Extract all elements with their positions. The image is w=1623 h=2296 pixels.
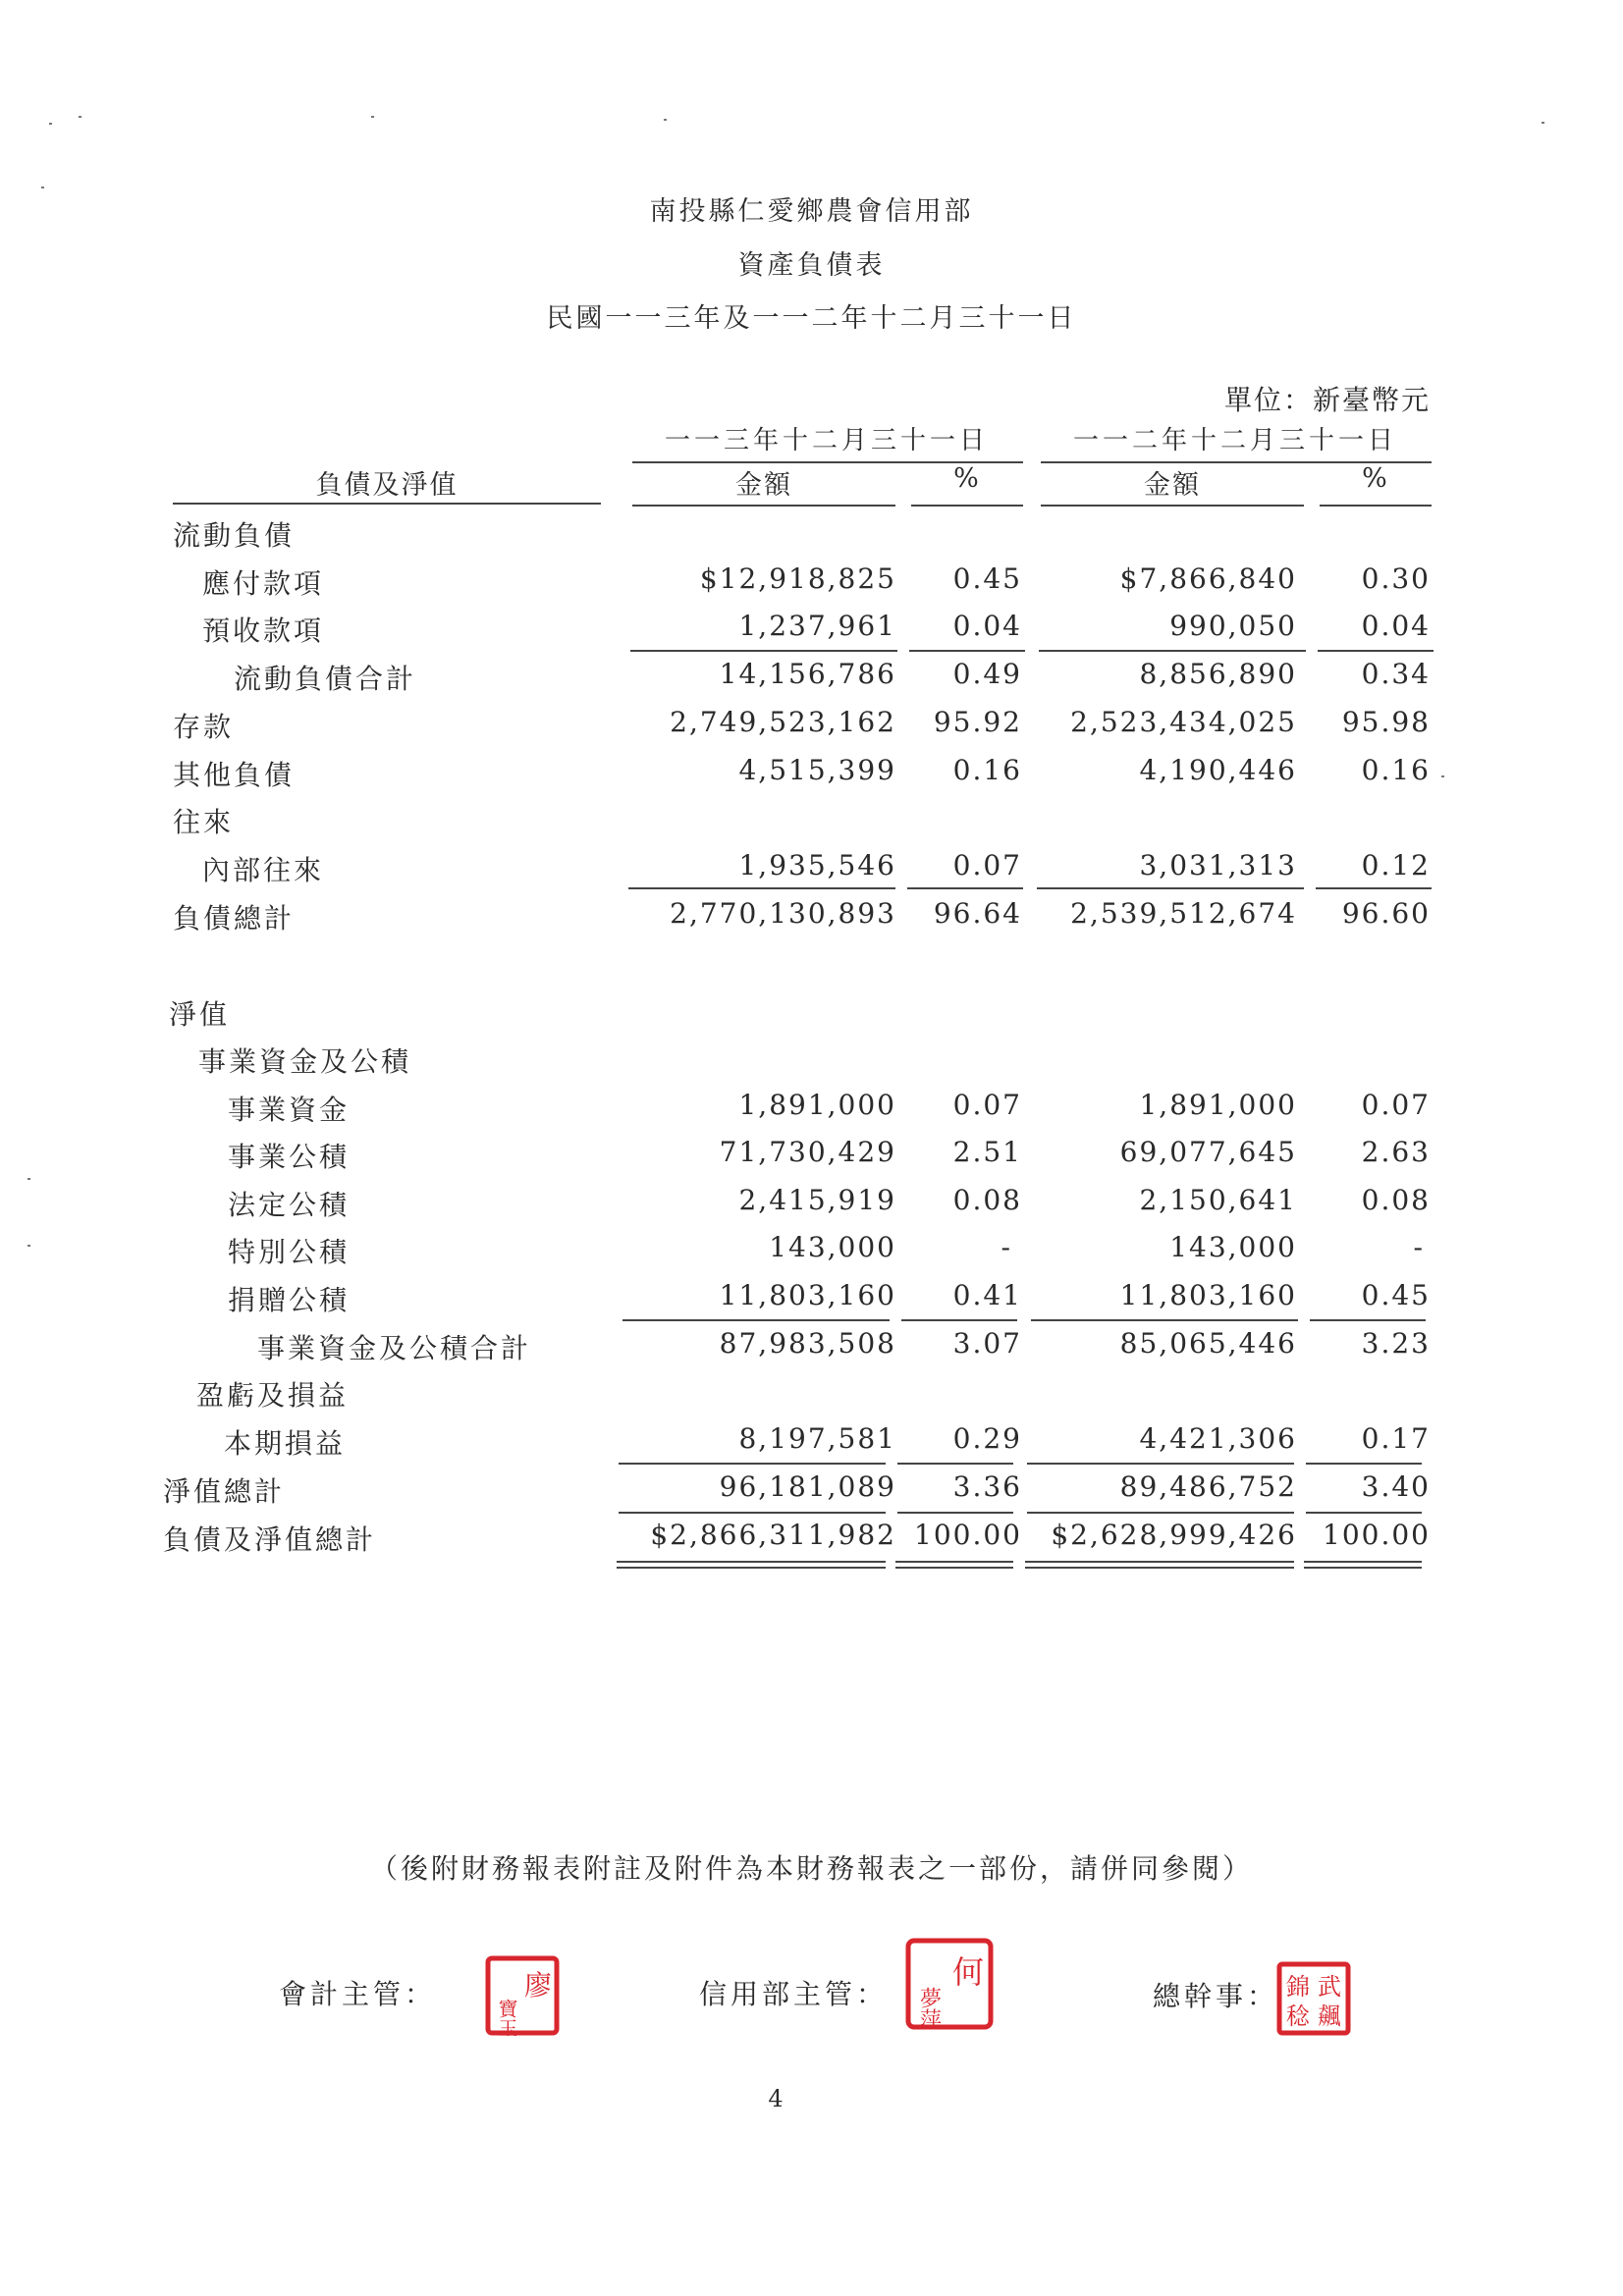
- grand-total-double-rule: [617, 1561, 886, 1563]
- organization-name: 南投縣仁愛鄉農會信用部: [649, 196, 974, 227]
- amount-current: 143,000: [769, 1231, 896, 1263]
- amount-current: 71,730,429: [719, 1136, 896, 1168]
- amount-current: 2,749,523,162: [670, 706, 896, 738]
- row-label: 事業公積: [228, 1141, 351, 1173]
- subtotal-rule: [630, 650, 897, 652]
- subtotal-rule: [619, 1512, 886, 1514]
- subtotal-rule: [622, 1319, 890, 1321]
- subtotal-rule: [619, 1463, 886, 1465]
- percent-current: 95.92: [933, 706, 1022, 738]
- table-row: [0, 897, 1623, 938]
- table-row: [0, 1184, 1623, 1225]
- table-row: [0, 1279, 1623, 1320]
- table-row: [0, 658, 1623, 699]
- row-label: 捐贈公積: [228, 1284, 351, 1316]
- amount-current: $2,866,311,982: [650, 1519, 896, 1551]
- row-label: 其他負債: [173, 759, 296, 791]
- amount-current: 2,770,130,893: [670, 897, 896, 930]
- percent-current: 2.51: [952, 1136, 1022, 1168]
- amount-current: 1,935,546: [738, 849, 896, 881]
- subtotal-rule: [1031, 1319, 1298, 1321]
- report-date-range: 民國一一三年及一一二年十二月三十一日: [546, 303, 1077, 334]
- percent-current: 0.29: [952, 1422, 1022, 1455]
- amount-prior-header: 金額: [1144, 470, 1201, 501]
- row-label: 法定公積: [228, 1189, 351, 1221]
- amount-current: 1,237,961: [738, 610, 896, 642]
- percent-prior: 0.12: [1361, 849, 1431, 881]
- percent-prior: -: [1413, 1231, 1425, 1263]
- subtotal-rule: [1027, 1512, 1294, 1514]
- percent-prior: 0.34: [1361, 658, 1431, 690]
- percent-prior: 0.30: [1361, 562, 1431, 595]
- amount-current: $12,918,825: [699, 562, 896, 595]
- subtotal-rule: [1039, 650, 1306, 652]
- table-row: [0, 993, 1623, 1035]
- row-label: 淨值: [169, 998, 231, 1031]
- seal-stamp-icon: [905, 1938, 994, 2030]
- table-row: [0, 1327, 1623, 1368]
- amount-current: 1,891,000: [738, 1089, 896, 1121]
- table-row: [0, 849, 1623, 890]
- percent-prior: 0.45: [1361, 1279, 1431, 1311]
- amount-current: 8,197,581: [738, 1422, 896, 1455]
- table-row: [0, 754, 1623, 795]
- amount-prior: 1,891,000: [1139, 1089, 1297, 1121]
- percent-prior: 0.16: [1361, 754, 1431, 786]
- amount-prior: 2,150,641: [1139, 1184, 1297, 1216]
- amount-prior: 2,539,512,674: [1070, 897, 1297, 930]
- subtotal-rule: [901, 1319, 1017, 1321]
- percent-current: 0.41: [952, 1279, 1022, 1311]
- subtotal-rule: [897, 1512, 1013, 1514]
- table-row: [0, 1231, 1623, 1272]
- scan-speck: [1542, 122, 1544, 124]
- percent-current: 3.36: [952, 1470, 1022, 1503]
- amount-prior: $7,866,840: [1119, 562, 1297, 595]
- percent-current: 0.07: [952, 1089, 1022, 1121]
- grand-total-double-rule: [1304, 1567, 1422, 1569]
- currency-unit: 單位：新臺幣元: [1223, 384, 1431, 416]
- amount-current: 11,803,160: [719, 1279, 896, 1311]
- row-label: 負債及淨值總計: [163, 1523, 377, 1556]
- amount-current: 2,415,919: [738, 1184, 896, 1216]
- table-row: [0, 562, 1623, 604]
- row-label: 特別公積: [228, 1236, 351, 1268]
- table-row: [0, 1089, 1623, 1130]
- percent-prior: 0.04: [1361, 610, 1431, 642]
- row-label: 事業資金及公積: [198, 1045, 412, 1078]
- seal-char: 武: [1318, 1973, 1341, 2001]
- row-label: 往來: [173, 806, 235, 838]
- percent-prior-header: %: [1362, 463, 1389, 494]
- percent-current: 0.45: [952, 562, 1022, 595]
- subtotal-rule: [1037, 887, 1304, 889]
- seal-stamp-accounting: [485, 1955, 560, 2040]
- seal-char: 稔: [1286, 2002, 1310, 2030]
- subtotal-rule: [897, 1463, 1013, 1465]
- seal-char: 飆: [1318, 2002, 1341, 2030]
- scan-speck: [41, 187, 44, 188]
- seal-char: 夢萍: [916, 1987, 942, 2030]
- subtotal-rule: [1027, 1463, 1294, 1465]
- amount-prior: 8,856,890: [1139, 658, 1297, 690]
- row-label: 負債總計: [173, 902, 296, 934]
- amount-prior: 2,523,434,025: [1070, 706, 1297, 738]
- seal-char: 錦: [1286, 1973, 1310, 2001]
- scan-speck: [371, 116, 374, 118]
- percent-current: -: [1001, 1231, 1012, 1263]
- amount-current-header: 金額: [735, 470, 792, 501]
- table-row: [0, 706, 1623, 747]
- table-row: [0, 1136, 1623, 1177]
- subtotal-rule: [1316, 887, 1432, 889]
- signature-label-accounting: 會計主管：: [279, 1978, 437, 2010]
- percent-prior-underline: [1320, 505, 1432, 507]
- grand-total-double-rule: [895, 1567, 1013, 1569]
- amount-prior-underline: [1041, 505, 1304, 507]
- grand-total-double-rule: [1025, 1561, 1294, 1563]
- table-row: [0, 514, 1623, 556]
- amount-prior: 143,000: [1169, 1231, 1297, 1263]
- seal-stamp-credit-dept: [905, 1938, 994, 2034]
- seal-char: 寶玉: [495, 1999, 518, 2036]
- subtotal-rule: [1306, 1463, 1422, 1465]
- percent-prior: 2.63: [1361, 1136, 1431, 1168]
- amount-prior: 4,190,446: [1139, 754, 1297, 786]
- row-label: 流動負債合計: [234, 663, 417, 695]
- percent-prior: 100.00: [1323, 1519, 1431, 1551]
- seal-char: 廖: [523, 1969, 553, 2002]
- percent-current: 0.49: [952, 658, 1022, 690]
- seal-stamp-general-manager: [1276, 1961, 1351, 2040]
- amount-prior: 89,486,752: [1119, 1470, 1297, 1503]
- subtotal-rule: [628, 887, 895, 889]
- row-label: 流動負債: [173, 519, 296, 552]
- row-label: 事業資金及公積合計: [257, 1332, 532, 1364]
- amount-prior: 11,803,160: [1119, 1279, 1297, 1311]
- percent-current: 96.64: [933, 897, 1022, 930]
- percent-prior: 0.08: [1361, 1184, 1431, 1216]
- row-label: 盈虧及損益: [196, 1379, 350, 1412]
- table-row: [0, 1374, 1623, 1415]
- table-row: [0, 1470, 1623, 1512]
- amount-current-underline: [632, 505, 895, 507]
- table-row: [0, 1519, 1623, 1560]
- percent-current-header: %: [953, 463, 981, 494]
- amount-current: 4,515,399: [738, 754, 896, 786]
- percent-current: 0.07: [952, 849, 1022, 881]
- row-label: 應付款項: [202, 567, 325, 600]
- percent-current: 0.16: [952, 754, 1022, 786]
- percent-prior: 3.40: [1361, 1470, 1431, 1503]
- percent-current: 0.08: [952, 1184, 1022, 1216]
- percent-prior: 0.17: [1361, 1422, 1431, 1455]
- row-label: 本期損益: [224, 1427, 347, 1460]
- percent-current: 3.07: [952, 1327, 1022, 1360]
- section-header: 負債及淨值: [315, 470, 459, 501]
- percent-prior: 96.60: [1341, 897, 1431, 930]
- period-prior-header: 一一二年十二月三十一日: [1072, 426, 1397, 455]
- amount-prior: $2,628,999,426: [1051, 1519, 1297, 1551]
- section-header-underline: [173, 503, 601, 505]
- percent-prior: 0.07: [1361, 1089, 1431, 1121]
- amount-prior: 69,077,645: [1119, 1136, 1297, 1168]
- subtotal-rule: [1318, 650, 1434, 652]
- subtotal-rule: [1310, 1319, 1426, 1321]
- period-current-header: 一一三年十二月三十一日: [664, 426, 989, 455]
- table-row: [0, 1041, 1623, 1082]
- percent-current: 100.00: [914, 1519, 1022, 1551]
- amount-current: 96,181,089: [719, 1470, 896, 1503]
- signature-label-general-manager: 總幹事：: [1153, 1980, 1279, 2012]
- scan-speck: [49, 123, 52, 125]
- amount-prior: 85,065,446: [1119, 1327, 1297, 1360]
- seal-char: 何: [951, 1953, 985, 1991]
- row-label: 淨值總計: [163, 1475, 286, 1508]
- row-label: 事業資金: [228, 1094, 351, 1126]
- amount-current: 14,156,786: [719, 658, 896, 690]
- table-row: [0, 801, 1623, 842]
- subtotal-rule: [907, 887, 1023, 889]
- amount-prior: 3,031,313: [1139, 849, 1297, 881]
- percent-prior: 3.23: [1361, 1327, 1431, 1360]
- percent-current: 0.04: [952, 610, 1022, 642]
- row-label: 內部往來: [202, 854, 325, 886]
- seal-stamp-icon: [485, 1955, 560, 2036]
- grand-total-double-rule: [1025, 1567, 1294, 1569]
- scan-speck: [79, 116, 81, 118]
- table-row: [0, 1422, 1623, 1464]
- amount-current: 87,983,508: [719, 1327, 896, 1360]
- grand-total-double-rule: [1304, 1561, 1422, 1563]
- row-label: 存款: [173, 711, 235, 743]
- grand-total-double-rule: [895, 1561, 1013, 1563]
- footnote: （後附財務報表附註及附件為本財務報表之一部份，請併同參閱）: [369, 1852, 1253, 1885]
- grand-total-double-rule: [617, 1567, 886, 1569]
- scan-speck: [27, 1178, 30, 1180]
- signature-label-credit-dept: 信用部主管：: [699, 1978, 889, 2010]
- percent-prior: 95.98: [1341, 706, 1431, 738]
- amount-prior: 990,050: [1169, 610, 1297, 642]
- report-title: 資產負債表: [737, 250, 886, 281]
- row-label: 預收款項: [202, 614, 325, 647]
- seal-stamp-icon: [1276, 1961, 1351, 2036]
- subtotal-rule: [1306, 1512, 1422, 1514]
- subtotal-rule: [909, 650, 1025, 652]
- scan-speck: [664, 119, 667, 121]
- table-row: [0, 610, 1623, 651]
- percent-current-underline: [911, 505, 1023, 507]
- amount-prior: 4,421,306: [1139, 1422, 1297, 1455]
- page-number: 4: [768, 2085, 784, 2112]
